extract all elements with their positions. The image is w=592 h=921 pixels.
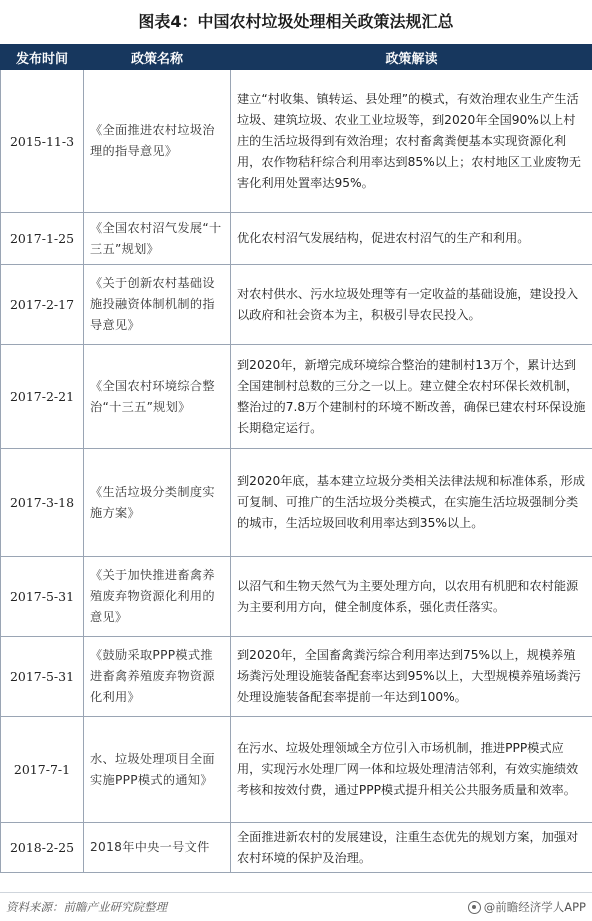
column-header-name: 政策名称 bbox=[84, 45, 231, 70]
column-header-desc: 政策解读 bbox=[231, 45, 592, 70]
table-row bbox=[1, 637, 592, 717]
footer bbox=[0, 892, 592, 921]
row-policy-name: 2018年中央一号文件 bbox=[84, 823, 231, 873]
row-date: 2017-1-25 bbox=[1, 213, 84, 265]
row-policy-name: 《全面推进农村垃圾治理的指导意见》 bbox=[84, 70, 231, 213]
table-row bbox=[1, 449, 592, 557]
row-policy-desc: 对农村供水、污水垃圾处理等有一定收益的基础设施，建设投入以政府和社会资本为主，积极引导农民投入。 bbox=[231, 265, 592, 345]
brand-label: @前瞻经济学人APP bbox=[484, 899, 586, 915]
row-date: 2018-2-25 bbox=[1, 823, 84, 873]
row-date: 2017-5-31 bbox=[1, 557, 84, 637]
row-policy-name: 《生活垃圾分类制度实施方案》 bbox=[84, 449, 231, 557]
table-row bbox=[1, 557, 592, 637]
policy-table bbox=[0, 44, 592, 873]
table-header-row bbox=[1, 45, 592, 70]
row-policy-desc: 优化农村沼气发展结构，促进农村沼气的生产和利用。 bbox=[231, 213, 592, 265]
column-header-date: 发布时间 bbox=[1, 45, 84, 70]
brand-credit bbox=[468, 899, 586, 915]
page-title: 图表4：中国农村垃圾处理相关政策法规汇总 bbox=[0, 0, 592, 44]
row-policy-name: 《关于创新农村基础设施投融资体制机制的指导意见》 bbox=[84, 265, 231, 345]
row-date: 2017-2-17 bbox=[1, 265, 84, 345]
row-date: 2017-2-21 bbox=[1, 345, 84, 449]
row-policy-desc: 到2020年，新增完成环境综合整治的建制村13万个，累计达到全国建制村总数的三分之一以上。建立健全农村环保长效机制，整治过的7.8万个建制村的环境不断改善，确保已建农村环保设施长期稳定运行。 bbox=[231, 345, 592, 449]
row-policy-name: 《关于加快推进畜禽养殖废弃物资源化利用的意见》 bbox=[84, 557, 231, 637]
row-policy-name: 《鼓励采取PPP模式推进畜禽养殖废弃物资源化利用》 bbox=[84, 637, 231, 717]
table-row bbox=[1, 213, 592, 265]
row-policy-desc: 建立“村收集、镇转运、县处理”的模式，有效治理农业生产生活垃圾、建筑垃圾、农业工业垃圾等，到2020年全国90%以上村庄的生活垃圾得到有效治理；农村畜禽粪便基本实现资源化利用，农作物秸秆综合利用率达到85%以上；农村地区工业废物无害化利用处置率达95%。 bbox=[231, 70, 592, 213]
row-policy-name: 《全国农村沼气发展“十三五”规划》 bbox=[84, 213, 231, 265]
row-date: 2017-3-18 bbox=[1, 449, 84, 557]
qianzhan-logo-icon bbox=[468, 901, 481, 914]
row-policy-desc: 全面推进新农村的发展建设，注重生态优先的规划方案，加强对农村环境的保护及治理。 bbox=[231, 823, 592, 873]
table-row bbox=[1, 823, 592, 873]
row-policy-desc: 在污水、垃圾处理领域全方位引入市场机制，推进PPP模式应用，实现污水处理厂网一体和垃圾处理清洁邻利，有效实施绩效考核和按效付费，通过PPP模式提升相关公共服务质量和效率。 bbox=[231, 717, 592, 823]
row-date: 2015-11-3 bbox=[1, 70, 84, 213]
row-policy-name: 《全国农村环境综合整治“十三五”规划》 bbox=[84, 345, 231, 449]
row-policy-name: 水、垃圾处理项目全面实施PPP模式的通知》 bbox=[84, 717, 231, 823]
row-date: 2017-5-31 bbox=[1, 637, 84, 717]
table-row bbox=[1, 717, 592, 823]
table-row bbox=[1, 70, 592, 213]
table-row bbox=[1, 345, 592, 449]
row-policy-desc: 到2020年，全国畜禽粪污综合利用率达到75%以上，规模养殖场粪污处理设施装备配套率达到95%以上，大型规模养殖场粪污处理设施装备配套率提前一年达到100%。 bbox=[231, 637, 592, 717]
table-row bbox=[1, 265, 592, 345]
row-date: 2017-7-1 bbox=[1, 717, 84, 823]
row-policy-desc: 到2020年底，基本建立垃圾分类相关法律法规和标准体系，形成可复制、可推广的生活垃圾分类模式，在实施生活垃圾强制分类的城市，生活垃圾回收利用率达到35%以上。 bbox=[231, 449, 592, 557]
source-note: 资料来源：前瞻产业研究院整理 bbox=[6, 899, 167, 915]
row-policy-desc: 以沼气和生物天然气为主要处理方向，以农用有机肥和农村能源为主要利用方向，健全制度体系，强化责任落实。 bbox=[231, 557, 592, 637]
